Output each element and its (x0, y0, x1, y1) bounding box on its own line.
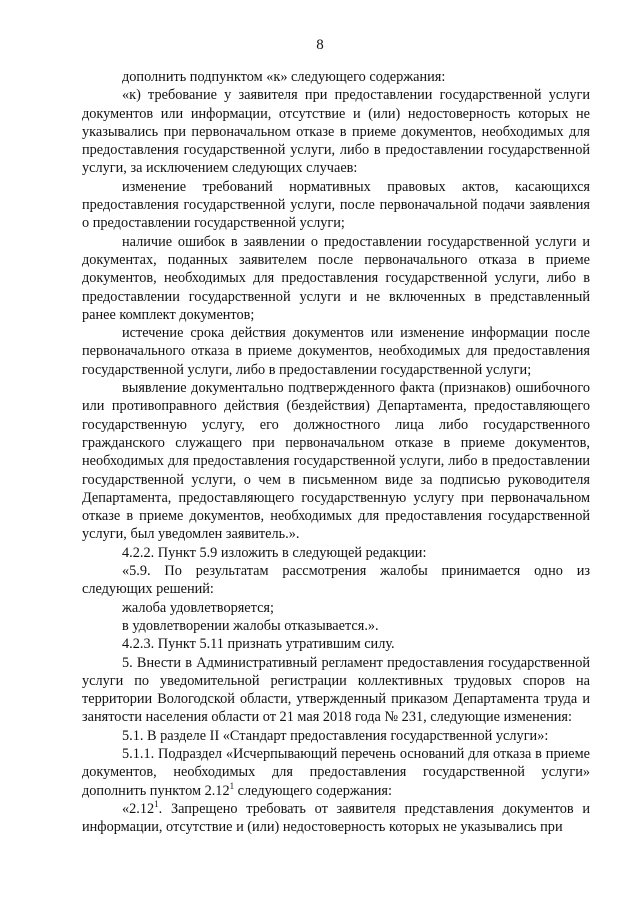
paragraph-subitem-k: «к) требование у заявителя при предоставлении государственной услуги документов или информации, отсутствие и (или) недостоверность которых не указывались при первоначальном отказе в приеме документов, необходимых для предоставления государственной услуги, либо в предоставлении государственной услуги, за исключением следующих случаев: (82, 87, 590, 177)
paragraph-5-9: «5.9. По результатам рассмотрения жалобы принимается одно из следующих решений: (82, 563, 590, 598)
paragraph-5-amend-regulation: 5. Внести в Административный регламент предоставления государственной услуги по уведомительной регистрации коллективных трудовых споров на территории Вологодской области, утвержденный приказом Департамента труда и занятости населения области от 21 мая 2018 года № 231, следующие изменения: (82, 654, 590, 726)
paragraph-2-12-1-text-end: . Запрещено требовать от заявителя представления документов и информации, отсутствие и (или) недостоверность которых не указывались при (82, 800, 590, 836)
paragraph-4-2-3: 4.2.3. Пункт 5.11 признать утратившим силу. (122, 636, 395, 653)
paragraph-5-1-1 (82, 745, 590, 800)
paragraph-complaint-rejected: в удовлетворении жалобы отказывается.». (122, 617, 379, 634)
superscript-1: 1 (154, 798, 159, 809)
paragraph-2-12-1 (82, 800, 590, 837)
paragraph-case-expiry: истечение срока действия документов или изменение информации после первоначального отказа в приеме документов, необходимых для предоставления государственной услуги, либо в предоставлении государственной услуги; (82, 325, 590, 378)
paragraph-amend-intro: дополнить подпунктом «к» следующего содержания: (122, 69, 446, 85)
paragraph-complaint-upheld: жалоба удовлетворяется; (122, 599, 274, 616)
document-body (82, 68, 590, 836)
superscript-1: 1 (229, 780, 235, 791)
paragraph-case-misconduct: выявление документально подтвержденного факта (признаков) ошибочного или противоправного действия (бездействия) Департамента, предоставляющего государственную услугу, его должностного лица либо государственного гражданского служащего при первоначальном отказе в приеме документов, необходимых для предоставления государственной услуги, либо в предоставлении государственной услуги, о чем в письменном виде за подписью руководителя Департамента, предоставляющего государственную услугу при первоначальном отказе в приеме документов, необходимых для предоставления государственной услуги, был уведомлен заявитель.». (82, 380, 590, 543)
paragraph-5-1-1-text-end: следующего содержания: (234, 782, 392, 799)
paragraph-case-errors: наличие ошибок в заявлении о предоставлении государственной услуги и документах, поданных заявителем после первоначального отказа в приеме документов, необходимых для предоставления государственной услуги, либо в предоставлении государственной услуги и не включенных в представленный ранее комплект документов; (82, 233, 590, 323)
paragraph-5-1: 5.1. В разделе II «Стандарт предоставления государственной услуги»: (122, 727, 549, 744)
paragraph-2-12-1-text: «2.12 (122, 800, 155, 817)
paragraph-5-1-1-text: 5.1.1. Подраздел «Исчерпывающий перечень оснований для отказа в приеме документов, необходимых для предоставления государственной услуги» дополнить пунктом 2.12 (82, 745, 590, 799)
paragraph-4-2-2: 4.2.2. Пункт 5.9 изложить в следующей редакции: (122, 544, 427, 561)
page-number: 8 (316, 37, 324, 53)
paragraph-case-law-change: изменение требований нормативных правовых актов, касающихся предоставления государственной услуги, после первоначальной подачи заявления о предоставлении государственной услуги; (82, 178, 590, 232)
